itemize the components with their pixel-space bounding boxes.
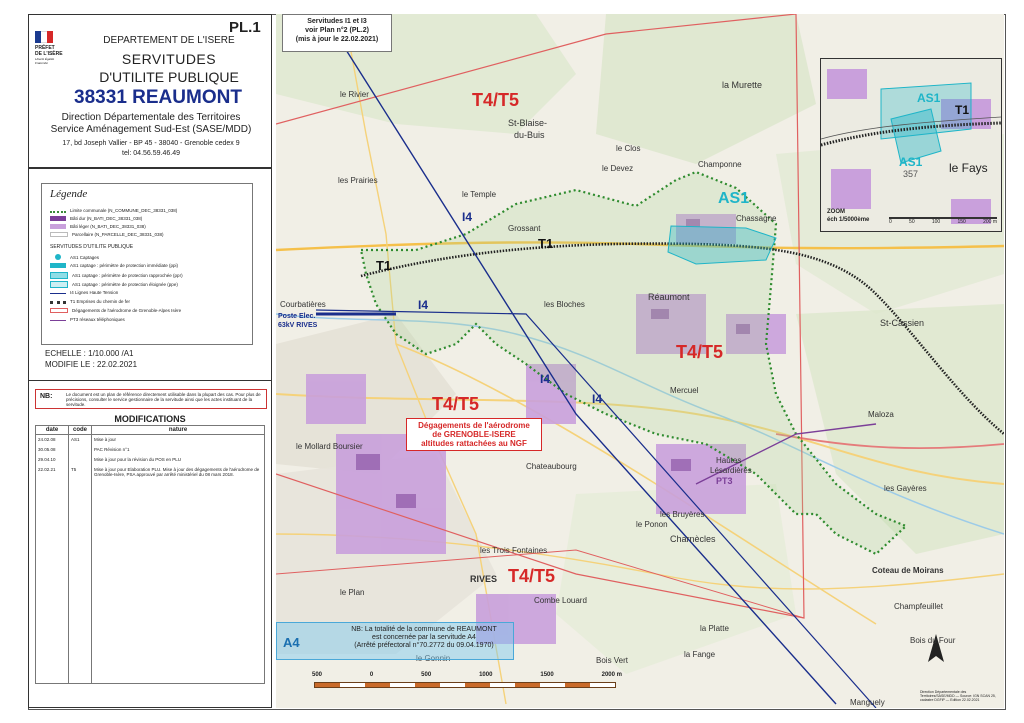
inset-t1-label: T1 [955, 103, 970, 117]
modifications-title: MODIFICATIONS [114, 414, 186, 424]
logo-line1: PRÉFET [35, 45, 55, 51]
legend-item: I4 Lignes Haute Tension [50, 290, 118, 295]
col-date: date [36, 426, 69, 435]
title-line2: D'UTILITE PUBLIQUE [99, 69, 239, 85]
town-label: les Bloches [544, 300, 585, 309]
zone-label-t45: T4/T5 [432, 394, 480, 414]
town-label: la Fange [684, 650, 716, 659]
service-line2: Service Aménagement Sud-Est (SASE/MDD) [50, 124, 252, 135]
town-label: le Mollard Boursier [296, 442, 363, 451]
town-label: Grossant [508, 224, 541, 233]
inset-town-label: le Fays [949, 161, 988, 175]
legend-subtitle: SERVITUDES D'UTILITE PUBLIQUE [50, 244, 134, 250]
table-row [36, 479, 265, 684]
modified-date: MODIFIE LE : 22.02.2021 [45, 360, 138, 369]
zoom-inset[interactable] [820, 58, 1002, 232]
servitudes-note [282, 14, 392, 52]
poste-label [278, 312, 317, 330]
town-label: Lésardières [710, 466, 752, 475]
town-label: le Plan [340, 588, 365, 597]
title-line1: SERVITUDES [121, 51, 217, 67]
a4-label: A4 [283, 635, 300, 650]
col-nature: nature [92, 426, 265, 435]
town-label: les Trois Fontaines [480, 546, 548, 555]
zone-label-t45: T4/T5 [508, 566, 556, 586]
legend-item: AS1 captage : périmètre de protection immédiate (ppi) [50, 263, 178, 268]
servitudes-note-line1: Servitudes I1 et I3 [307, 18, 367, 25]
inset-scalebar: 0 50 100 150 200 m [889, 219, 997, 225]
table-row: 22.02.21 T5 Mise à jour pour Elaboration PLU. Mise à jour des dégagements de l'aérodrome de Grenoble-Isère, PSA approuvé par arrêté ministériel du 08 mars 2018. [36, 465, 265, 479]
town-label: les Bruyères [660, 510, 705, 519]
inset-zoom-label: ZOOM [827, 209, 845, 215]
legend-item: PT3 réseaux téléphoniques [50, 317, 125, 322]
legend-item: T1 Emprises du chemin de fer [50, 299, 130, 304]
town-label: le Clos [616, 144, 641, 153]
poste-line1: Poste Elec. [278, 313, 316, 320]
pt3-label: PT3 [716, 476, 733, 486]
town-label: Charnècles [670, 534, 716, 544]
scale-text: ECHELLE : 1/10.000 /A1 [45, 349, 134, 358]
legend-item: Limite communale (N_COMMUNE_DEC_38331_038) [50, 208, 177, 213]
modifications-table [35, 425, 265, 684]
table-row: 24.02.08 AS1 Mise à jour [36, 435, 265, 446]
aerodrome-note-line3: altitudes rattachées au NGF [421, 439, 527, 448]
town-label: Réaumont [648, 292, 690, 302]
line-label-t1: T1 [538, 236, 554, 251]
inset-as1-label: AS1 [899, 155, 923, 169]
town-label: St-Cassien [880, 318, 925, 328]
prefet-logo [35, 31, 65, 65]
zone-label-t45: T4/T5 [676, 342, 724, 362]
a4-line2: est concernée par la servitude A4 [372, 634, 476, 641]
town-label: la Platte [700, 624, 729, 633]
legend-block [28, 168, 272, 390]
town-label: le Temple [462, 190, 497, 199]
table-row: 30.05.08 PAC Révision n°1 [36, 445, 265, 455]
poste-line2: 63kV RIVES [278, 322, 318, 329]
inset-map [821, 59, 1001, 231]
town-label: les Prairies [338, 176, 378, 185]
logo-line2: DE L'ISÈRE [35, 51, 63, 57]
town-label: du-Buis [514, 130, 545, 140]
legend-item: Bâti léger (N_BATI_DEC_38331_038) [50, 224, 146, 229]
modifications-block [28, 380, 272, 708]
town-label: Bois Vert [596, 656, 629, 665]
town-label: Hautes [716, 456, 742, 465]
legend-item: Dégagements de l'aérodrome de Grenoble-Alpes Isère [50, 308, 181, 313]
col-code: code [69, 426, 92, 435]
town-label: le Gonnin [416, 654, 451, 663]
service-line1: Direction Départementale des Territoires [61, 112, 241, 123]
town-label: Coteau de Moirans [872, 566, 944, 575]
nb-text: Le document est un plan de référence directement utilisable dans la plupart des cas. Pour plus de précisions, consulter le service gestionnaire de la servitude ainsi que les actes instituant de la servitude. [66, 392, 261, 407]
nb-label: NB: [40, 393, 53, 400]
aerodrome-note [406, 418, 542, 451]
marianne-flag-icon [35, 31, 53, 43]
town-label: Bois du Four [910, 636, 956, 645]
a4-note [276, 622, 514, 660]
town-label: Champfeuillet [894, 602, 943, 611]
aerodrome-note-line1: Dégagements de l'aérodrome [418, 421, 530, 430]
town-label: St-Blaise- [508, 118, 548, 128]
address: 17, bd Joseph Vallier - BP 45 - 38040 - Grenoble cedex 9 [62, 140, 240, 147]
inset-zoom-scale: éch 1/5000ème [827, 217, 870, 223]
line-label-t1: T1 [376, 258, 392, 273]
commune-title: 38331 REAUMONT [74, 87, 242, 108]
zone-label-t45: T4/T5 [472, 90, 520, 110]
map-scalebar: 500 0 500 1000 1500 2000 m [312, 672, 622, 696]
town-label: le Devez [602, 164, 634, 173]
town-label: Combe Louard [534, 596, 587, 605]
legend-item: AS1 captage : périmètre de protection éloignée (ppe) [50, 281, 178, 288]
a4-text [339, 626, 509, 650]
table-header [36, 426, 265, 435]
scalebar-graphic [314, 682, 616, 688]
town-label: Chateaubourg [526, 462, 577, 471]
town-label: le Ponon [636, 520, 668, 529]
line-label-i4: I4 [418, 298, 429, 312]
table-row: 29.04.10 Mise à jour pour la révision du POS en PLU [36, 455, 265, 465]
line-label-i4: I4 [540, 372, 551, 386]
aerodrome-note-line2: de GRENOBLE-ISERE [432, 430, 516, 439]
legend-item: Parcellaire (N_PARCELLE_DEC_38331_038) [50, 232, 163, 237]
map-credits: Direction Départementale des Territoires/SASE/MDD — Source: IGN SCAN 25, cadastre DGFiP — Edition 22.02.2021 [920, 690, 996, 702]
town-label: Maloza [868, 410, 894, 419]
town-label: les Gayères [884, 484, 927, 493]
legend-frame [41, 183, 253, 345]
line-label-i4: I4 [592, 392, 603, 406]
line-label-i4: I4 [462, 210, 473, 224]
legend-item: AS1 captage : périmètre de protection rapprochée (ppr) [50, 272, 183, 279]
map-area[interactable] [276, 14, 1004, 708]
nb-note [35, 389, 267, 409]
town-label: Courbatières [280, 300, 326, 309]
a4-line3: (Arrêté préfectoral n°70.2772 du 09.04.1970) [354, 642, 494, 649]
town-label: Champonne [698, 160, 742, 169]
title-block [28, 14, 272, 168]
phone: tel: 04.56.59.46.49 [122, 150, 180, 157]
legend-item: Bâti dur (N_BATI_DEC_38331_038) [50, 216, 142, 221]
servitudes-note-line2: voir Plan n°2 (PL.2) [305, 27, 369, 34]
town-label: Manguely [850, 698, 885, 707]
left-panel [28, 14, 272, 708]
a4-line1: NB: La totalité de la commune de REAUMONT [351, 626, 497, 633]
legend-item: AS1 Captages [50, 254, 99, 260]
town-label: la Murette [722, 80, 763, 90]
logo-motto: Liberté Égalité Fraternité [35, 57, 55, 65]
town-label: RIVES [470, 574, 498, 584]
legend-title: Légende [50, 188, 88, 200]
town-label: Mercuel [670, 386, 699, 395]
town-label: Chassagne [736, 214, 777, 223]
inset-as1-label: AS1 [917, 91, 941, 105]
department: DEPARTEMENT DE L'ISERE [103, 35, 235, 46]
town-label: le Rivier [340, 90, 369, 99]
servitudes-note-line3: (mis à jour le 22.02.2021) [295, 36, 379, 43]
plate-number: PL.1 [229, 19, 261, 36]
inset-parcel-number: 357 [903, 169, 919, 179]
as1-label: AS1 [718, 190, 750, 207]
